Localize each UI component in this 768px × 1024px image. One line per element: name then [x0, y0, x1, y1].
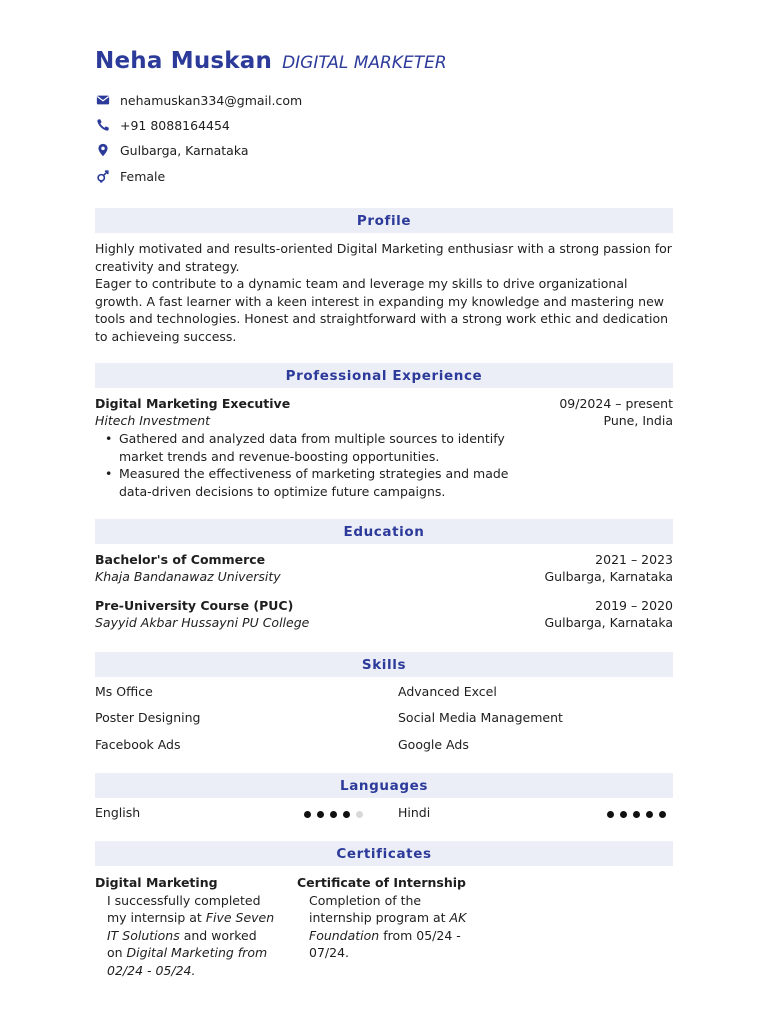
candidate-title: DIGITAL MARKETER — [282, 53, 447, 73]
rating-dot-filled — [317, 811, 324, 818]
edu-location: Gulbarga, Karnataka — [544, 569, 673, 584]
rating-dot-filled — [646, 811, 653, 818]
section-languages-header — [95, 773, 673, 798]
edu-location: Gulbarga, Karnataka — [544, 615, 673, 630]
envelope-icon — [95, 93, 110, 108]
skill-item: Advanced Excel — [398, 684, 497, 699]
resume-header — [95, 48, 447, 74]
rating-dot-filled — [607, 811, 614, 818]
section-title: Professional Experience — [285, 367, 483, 384]
section-title: Education — [343, 523, 425, 540]
edu-dates: 2019 – 2020 — [595, 598, 673, 613]
section-experience-header — [95, 363, 673, 388]
profile-summary — [95, 240, 673, 345]
list-item: • Measured the effectiveness of marketing strategies and made data-driven decisions to optimize future campaigns. — [119, 465, 539, 500]
cert-company: Five Seven IT Solutions — [107, 910, 275, 943]
list-item: • Gathered and analyzed data from multiple sources to identify market trends and revenue-boosting opportunities. — [119, 430, 539, 465]
job-location: Pune, India — [603, 413, 673, 428]
skill-item: Facebook Ads — [95, 737, 181, 752]
edu-degree: Pre-University Course (PUC) — [95, 598, 294, 613]
skill-item: Google Ads — [398, 737, 469, 752]
certificate-item — [95, 874, 275, 979]
section-title: Certificates — [336, 845, 432, 862]
section-skills-header — [95, 652, 673, 677]
edu-school: Khaja Bandanawaz University — [95, 569, 281, 584]
certificate-item — [297, 874, 467, 962]
certificate-title: Digital Marketing — [95, 875, 218, 890]
rating-dot-filled — [330, 811, 337, 818]
phone-text: +91 8088164454 — [120, 117, 230, 133]
certificate-description — [297, 892, 467, 962]
contact-location — [95, 140, 395, 160]
certificate-title: Certificate of Internship — [297, 875, 467, 890]
language-rating-hindi — [607, 811, 666, 818]
rating-dot-empty — [356, 811, 363, 818]
rating-dot-filled — [304, 811, 311, 818]
rating-dot-filled — [343, 811, 350, 818]
location-text: Gulbarga, Karnataka — [120, 142, 249, 158]
cert-company: AK Foundation — [309, 910, 467, 943]
job-company: Hitech Investment — [95, 413, 211, 428]
email-text: nehamuskan334@gmail.com — [120, 92, 303, 108]
profile-paragraph: Highly motivated and results-oriented Digital Marketing enthusiasr with a strong passion for creativity and strategy. — [95, 241, 672, 274]
skill-item: Ms Office — [95, 684, 153, 699]
skill-item: Social Media Management — [398, 710, 563, 725]
cert-text: I successfully completed my internsip at — [107, 892, 261, 925]
location-pin-icon — [95, 143, 110, 158]
section-profile-header — [95, 208, 673, 233]
contact-gender — [95, 166, 395, 186]
rating-dot-filled — [620, 811, 627, 818]
skill-item: Poster Designing — [95, 710, 201, 725]
candidate-name: Neha Muskan — [95, 48, 273, 74]
section-certificates-header — [95, 841, 673, 866]
language-name: Hindi — [398, 805, 431, 820]
contact-email — [95, 90, 395, 110]
cert-period: Digital Marketing from 02/24 - 05/24. — [107, 945, 268, 978]
gender-icon — [95, 169, 110, 184]
contact-phone — [95, 115, 395, 135]
section-title: Profile — [356, 212, 412, 229]
rating-dot-filled — [633, 811, 640, 818]
edu-school: Sayyid Akbar Hussayni PU College — [95, 615, 310, 630]
cert-text: and worked on — [107, 927, 257, 960]
cert-text: from 05/24 - 07/24. — [309, 927, 461, 960]
language-name: English — [95, 805, 141, 820]
certificate-description — [95, 892, 275, 980]
section-title: Skills — [361, 656, 407, 673]
cert-text: Completion of the internship program at — [309, 892, 450, 925]
language-rating-english — [304, 811, 363, 818]
job-dates: 09/2024 – present — [559, 396, 673, 411]
profile-paragraph: Eager to contribute to a dynamic team and leverage my skills to drive organizational growth. A fast learner with a keen interest in expanding my knowledge and mastering new tools and technologies. Honest and straightforward with a strong work ethic and dedication to achieveing success. — [95, 276, 669, 344]
rating-dot-filled — [659, 811, 666, 818]
job-role: Digital Marketing Executive — [95, 396, 291, 411]
section-title: Languages — [340, 777, 428, 794]
gender-text: Female — [120, 168, 166, 184]
phone-icon — [95, 118, 110, 133]
section-education-header — [95, 519, 673, 544]
edu-dates: 2021 – 2023 — [595, 552, 673, 567]
job-bullets — [119, 430, 539, 500]
edu-degree: Bachelor's of Commerce — [95, 552, 266, 567]
